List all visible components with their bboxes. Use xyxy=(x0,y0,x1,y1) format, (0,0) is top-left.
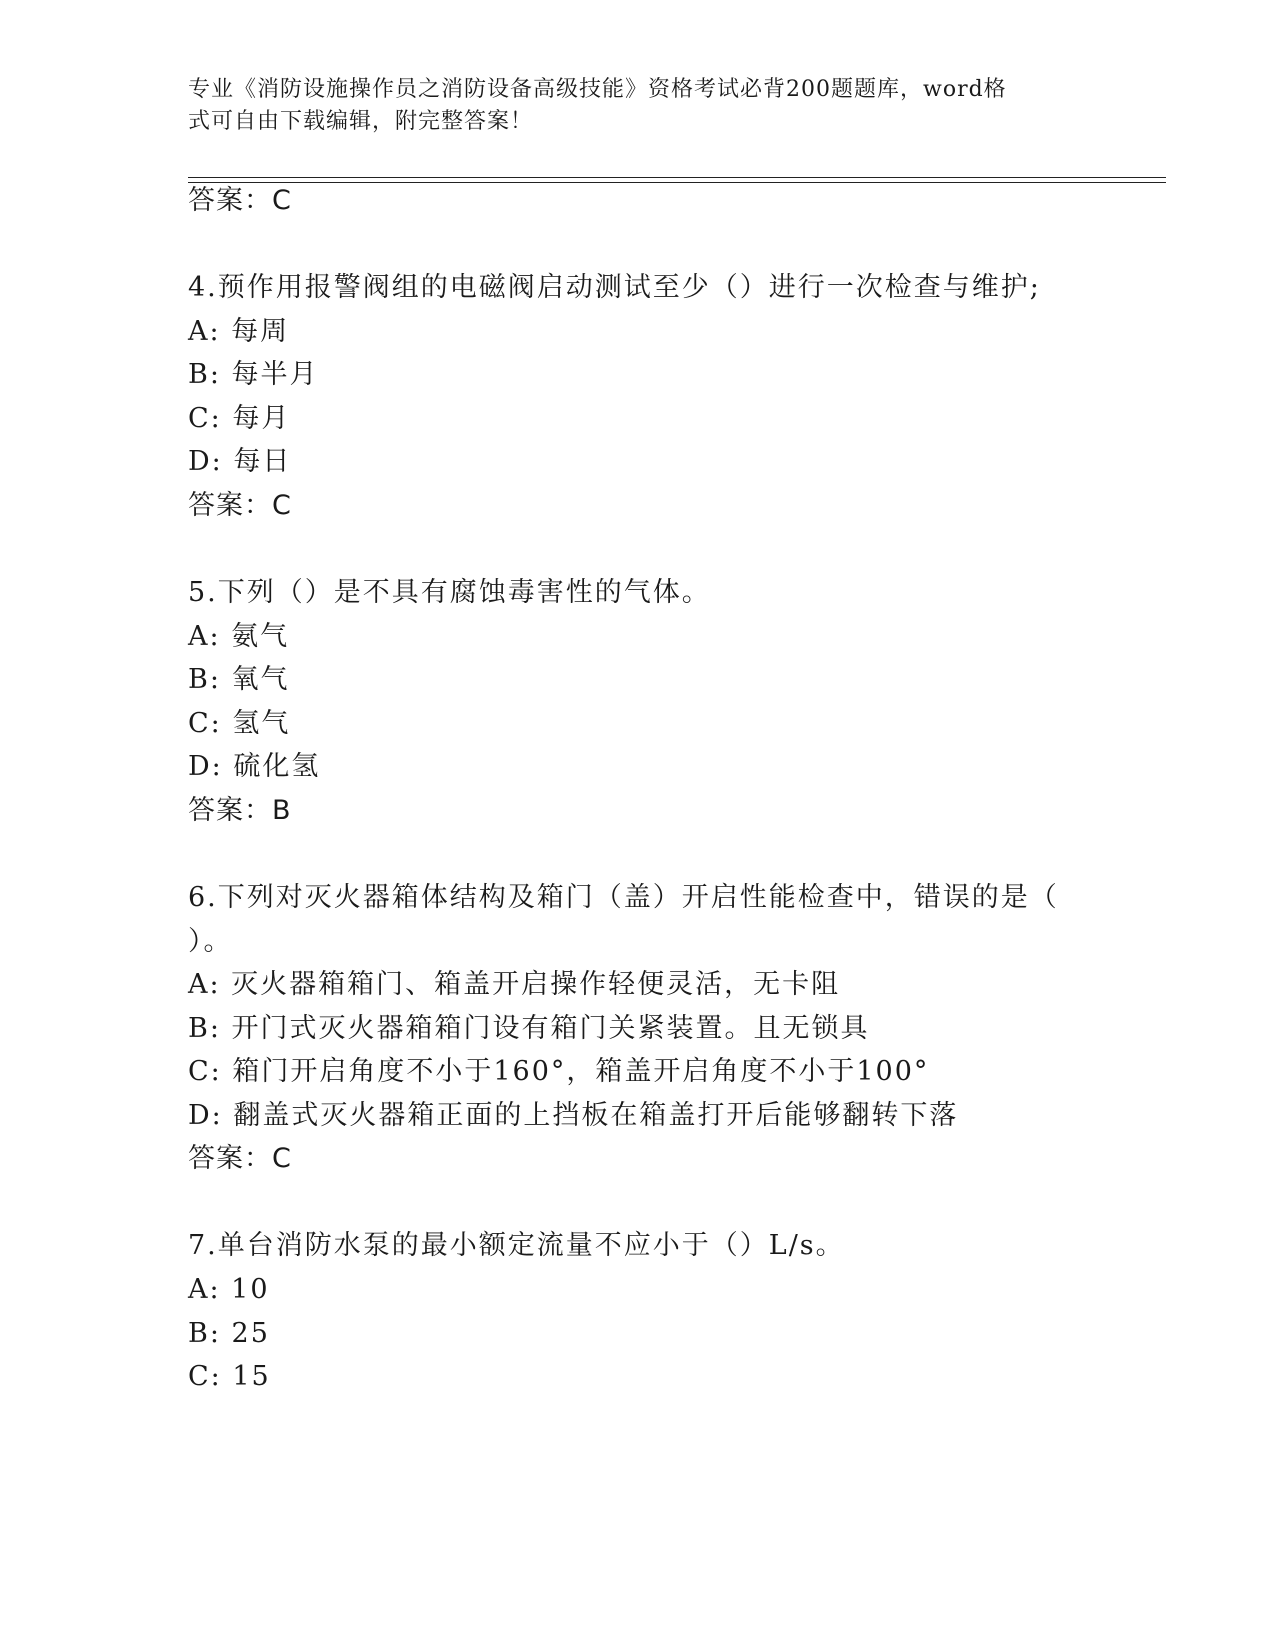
document-intro xyxy=(188,74,1068,138)
q4-option-a: A: 每周 xyxy=(188,316,290,347)
intro-line-2: 式可自由下载编辑，附完整答案！ xyxy=(188,109,534,134)
q5-option-d: D: 硫化氢 xyxy=(188,751,321,782)
answer-q3: 答案：C xyxy=(188,185,292,216)
answer-q4: 答案：C xyxy=(188,490,292,521)
header-divider-bottom xyxy=(188,182,1166,183)
q4-option-c: C: 每月 xyxy=(188,403,291,434)
answer-q5: 答案：B xyxy=(188,795,292,826)
q4-option-d: D: 每日 xyxy=(188,446,292,477)
q4-option-b: B: 每半月 xyxy=(188,359,319,390)
intro-line-1: 专业《消防设施操作员之消防设备高级技能》资格考试必背200题题库，word格 xyxy=(188,77,1007,102)
q6-option-d: D: 翻盖式灭火器箱正面的上挡板在箱盖打开后能够翻转下落 xyxy=(188,1100,959,1131)
q6-option-a: A: 灭火器箱箱门、箱盖开启操作轻便灵活，无卡阻 xyxy=(188,969,841,1000)
q5-option-b: B: 氧气 xyxy=(188,664,290,695)
answer-q6: 答案：C xyxy=(188,1143,292,1174)
q7-option-b: B: 25 xyxy=(188,1318,270,1349)
q5-option-a: A: 氨气 xyxy=(188,621,290,652)
q5-option-c: C: 氢气 xyxy=(188,708,291,739)
q6-option-b: B: 开门式灭火器箱箱门设有箱门关紧装置。且无锁具 xyxy=(188,1013,870,1044)
q6-option-c: C: 箱门开启角度不小于160°，箱盖开启角度不小于100° xyxy=(188,1056,930,1087)
question-5: 5.下列（）是不具有腐蚀毒害性的气体。 xyxy=(188,577,711,608)
question-7: 7.单台消防水泵的最小额定流量不应小于（）L/s。 xyxy=(188,1230,845,1261)
q7-option-a: A: 10 xyxy=(188,1274,270,1305)
q7-option-c: C: 15 xyxy=(188,1361,271,1392)
question-4: 4.预作用报警阀组的电磁阀启动测试至少（）进行一次检查与维护; xyxy=(188,272,1041,303)
header-divider-top xyxy=(188,177,1166,178)
question-6-line-1: 6.下列对灭火器箱体结构及箱门（盖）开启性能检查中，错误的是（ xyxy=(188,882,1059,913)
question-6-line-2: ）。 xyxy=(188,926,233,957)
